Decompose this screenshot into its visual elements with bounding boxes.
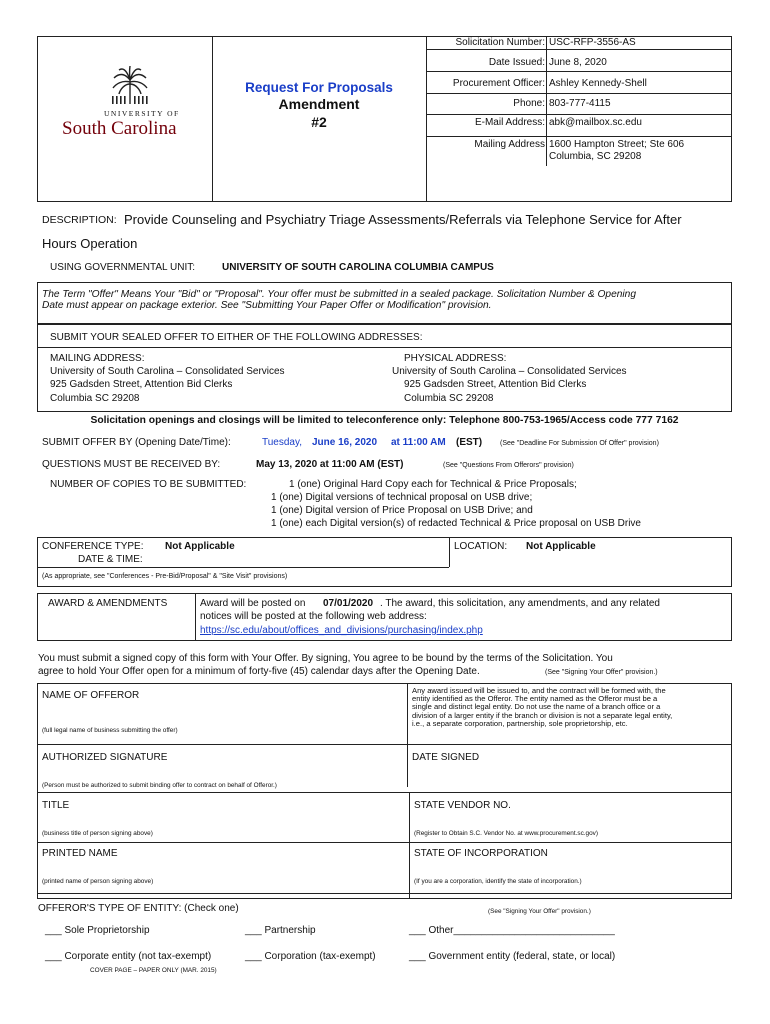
solicitation-number-value: USC-RFP-3556-AS (549, 37, 636, 48)
procurement-officer-value: Ashley Kennedy-Shell (549, 78, 647, 89)
authorized-signature-field[interactable] (40, 764, 402, 784)
description-text-2: Hours Operation (42, 236, 138, 251)
conference-type-value: Not Applicable (165, 541, 235, 552)
logo-university-of: UNIVERSITY OF (104, 109, 180, 118)
mailing-address-label: Mailing Address (474, 139, 545, 150)
purchasing-url-link[interactable]: https://sc.edu/about/offices_and_divisions/purchasing/index.php (200, 625, 483, 636)
copies-line: 1 (one) Digital version of Price Proposal on USB Drive; and (271, 505, 533, 516)
state-of-incorporation-field[interactable] (412, 860, 728, 876)
award-label: AWARD & AMENDMENTS (48, 598, 168, 609)
date-issued-value: June 8, 2020 (549, 57, 607, 68)
authorized-signature-label: AUTHORIZED SIGNATURE (42, 752, 168, 763)
submit-offer-label: SUBMIT OFFER BY (Opening Date/Time): (42, 437, 231, 448)
state-of-incorporation-label: STATE OF INCORPORATION (414, 848, 548, 859)
signing-line-1: You must submit a signed copy of this form with Your Offer. By signing, You agree to be bound by the terms of the Solicitation. You (38, 653, 613, 664)
questions-value: May 13, 2020 at 11:00 AM (EST) (256, 459, 404, 470)
entity-option-partnership[interactable]: ___ Partnership (245, 925, 316, 936)
questions-note: (See "Questions From Offerors" provision) (443, 462, 574, 469)
governmental-unit-value: UNIVERSITY OF SOUTH CAROLINA COLUMBIA CAMPUS (222, 262, 494, 273)
offer-note-line-2: Date must appear on package exterior. See "Submitting Your Paper Offer or Modification" provision. (42, 300, 492, 311)
palmetto-tree-icon (110, 66, 150, 106)
entity-type-note: (See "Signing Your Offer" provision.) (488, 908, 591, 915)
footer-cover-page: COVER PAGE – PAPER ONLY (MAR. 2015) (90, 967, 217, 974)
entity-option-other[interactable]: ___ Other_____________________________ (409, 925, 615, 936)
mailing-address-line: Columbia SC 29208 (50, 393, 140, 404)
title-label: TITLE (42, 800, 70, 811)
entity-option-government-entity[interactable]: ___ Government entity (federal, state, or local) (409, 951, 616, 962)
conference-note: (As appropriate, see "Conferences - Pre-Bid/Proposal" & "Site Visit" provisions) (42, 573, 288, 580)
mailing-address-line: University of South Carolina – Consolidated Services (50, 366, 285, 377)
description-label: DESCRIPTION: (42, 214, 117, 226)
physical-address-line: University of South Carolina – Consolidated Services (392, 366, 627, 377)
conference-type-label: CONFERENCE TYPE: (42, 541, 144, 552)
entity-option-corporate-entity[interactable]: ___ Corporate entity (not tax-exempt) (45, 951, 212, 962)
offer-note-line-1: The Term "Offer" Means Your "Bid" or "Proposal". Your offer must be submitted in a sealed package. Solicitation Number & Opening (42, 289, 637, 300)
amendment-number: #2 (311, 114, 327, 130)
mailing-address-value-2: Columbia, SC 29208 (549, 151, 642, 162)
printed-name-label: PRINTED NAME (42, 848, 118, 859)
award-line-2: notices will be posted at the following web address: (200, 611, 427, 622)
copies-label: NUMBER OF COPIES TO BE SUBMITTED: (50, 479, 247, 490)
mailing-address-heading: MAILING ADDRESS: (50, 353, 145, 364)
printed-name-field[interactable] (40, 860, 404, 876)
email-value: abk@mailbox.sc.edu (549, 117, 642, 128)
signing-line-2: agree to hold Your Offer open for a minimum of forty-five (45) calendar days after the Opening Date. (38, 666, 480, 677)
date-signed-field[interactable] (410, 764, 728, 784)
printed-name-note: (printed name of person signing above) (42, 878, 154, 885)
date-signed-label: DATE SIGNED (412, 752, 480, 763)
solicitation-number-label: Solicitation Number: (455, 37, 545, 48)
state-vendor-no-label: STATE VENDOR NO. (414, 800, 511, 811)
state-vendor-no-note: (Register to Obtain S.C. Vendor No. at www.procurement.sc.gov) (414, 830, 598, 837)
usc-logo (60, 66, 200, 146)
phone-label: Phone: (513, 98, 545, 109)
teleconference-notice: Solicitation openings and closings will be limited to teleconference only: Telephone 800-753-1965/Access code 777 7162 (90, 415, 679, 426)
conference-date-label: DATE & TIME: (78, 554, 143, 565)
physical-address-heading: PHYSICAL ADDRESS: (404, 353, 507, 364)
award-text-b: . The award, this solicitation, any amendments, and any related (380, 598, 660, 609)
entity-option-corporation-tax-exempt[interactable]: ___ Corporation (tax-exempt) (245, 951, 376, 962)
addresses-heading: SUBMIT YOUR SEALED OFFER TO EITHER OF THE FOLLOWING ADDRESSES: (50, 332, 423, 343)
name-of-offeror-field[interactable] (40, 702, 402, 724)
mailing-address-line: 925 Gadsden Street, Attention Bid Clerks (50, 379, 233, 390)
mailing-address-value: 1600 Hampton Street; Ste 606 (549, 139, 685, 150)
physical-address-line: 925 Gadsden Street, Attention Bid Clerks (404, 379, 587, 390)
signature-note: (Person must be authorized to submit binding offer to contract on behalf of Offeror.) (42, 782, 277, 789)
award-entity-text: Any award issued will be issued to, and the contract will be formed with, the entity identified as the Offeror. The entity named as the Offeror must be a single and distinct legal entity. Do not use the name of a branch office or a division of a larger entity if the branch or division is not a separate legal entity, i.e., a separate corporation, partnership, sole proprietorship, etc. (412, 686, 673, 728)
description-text: Provide Counseling and Psychiatry Triage Assessments/Referrals via Telephone Service for After (124, 212, 682, 227)
location-label: LOCATION: (454, 541, 508, 552)
state-of-incorporation-note: (If you are a corporation, identify the state of incorporation.) (414, 878, 582, 885)
copies-line: 1 (one) Digital versions of technical proposal on USB drive; (271, 492, 533, 503)
title-field[interactable] (40, 812, 404, 828)
procurement-officer-label: Procurement Officer: (452, 78, 545, 89)
submit-offer-note: (See "Deadline For Submission Of Offer" provision) (500, 440, 659, 447)
questions-label: QUESTIONS MUST BE RECEIVED BY: (42, 459, 221, 470)
copies-line: 1 (one) each Digital version(s) of redacted Technical & Price proposal on USB Drive (271, 518, 641, 529)
rfp-title: Request For Proposals (245, 80, 393, 95)
amendment-title: Amendment (278, 96, 360, 112)
name-of-offeror-label: NAME OF OFFEROR (42, 690, 140, 701)
entity-type-label: OFFEROR'S TYPE OF ENTITY: (Check one) (38, 903, 239, 914)
award-date: 07/01/2020 (323, 598, 374, 609)
phone-value: 803-777-4115 (549, 98, 611, 109)
signing-note: (See "Signing Your Offer" provision.) (545, 669, 658, 676)
submit-offer-date: June 16, 2020 (312, 437, 378, 448)
governmental-unit-label: USING GOVERNMENTAL UNIT: (50, 262, 196, 273)
award-text-a: Award will be posted on (200, 598, 306, 609)
copies-line: 1 (one) Original Hard Copy each for Technical & Price Proposals; (289, 479, 577, 490)
physical-address-line: Columbia SC 29208 (404, 393, 494, 404)
logo-south-carolina: South Carolina (62, 118, 177, 139)
submit-offer-tz: (EST) (456, 437, 483, 448)
submit-offer-day: Tuesday, (262, 437, 303, 448)
entity-option-sole-proprietorship[interactable]: ___ Sole Proprietorship (45, 925, 150, 936)
name-of-offeror-note: (full legal name of business submitting the offer) (42, 727, 178, 734)
location-value: Not Applicable (526, 541, 596, 552)
submit-offer-time: at 11:00 AM (391, 437, 446, 448)
email-label: E-Mail Address: (474, 117, 545, 128)
state-vendor-no-field[interactable] (412, 812, 728, 828)
title-note: (business title of person signing above) (42, 830, 153, 837)
date-issued-label: Date Issued: (488, 57, 545, 68)
